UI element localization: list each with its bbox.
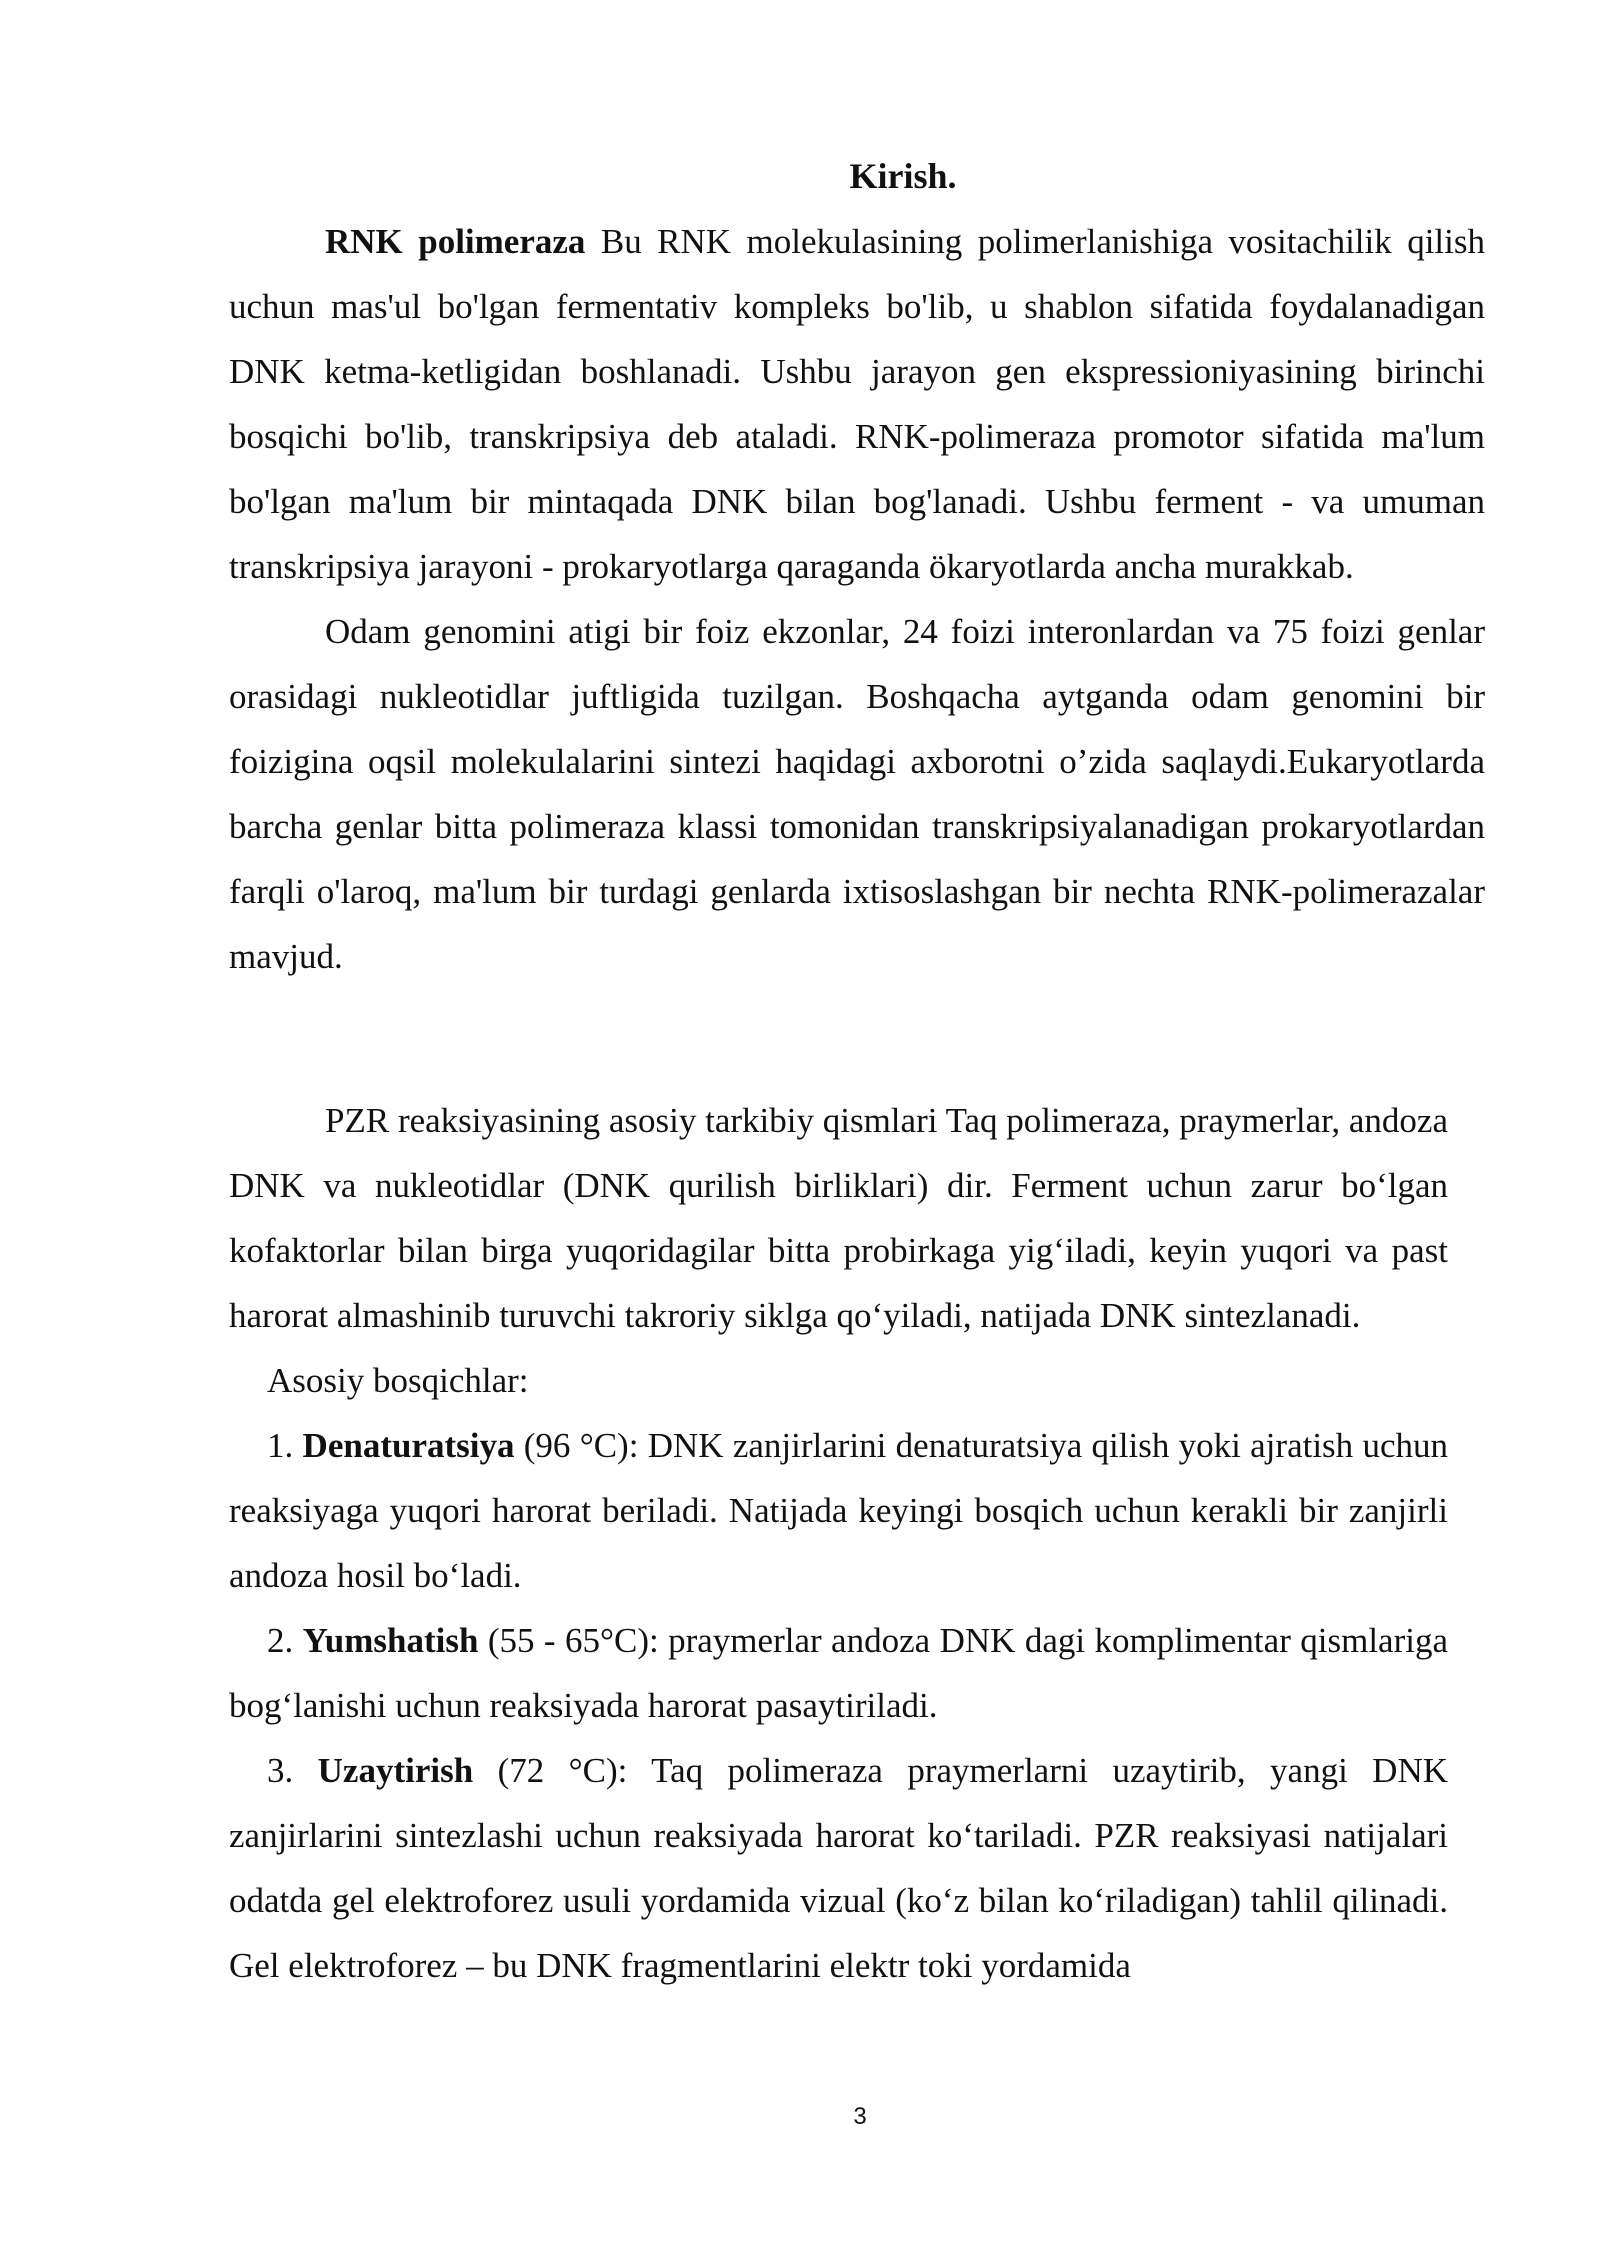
step-number: 1. [267,1426,303,1465]
paragraph-rnk-polimeraza [229,209,1485,599]
step-number: 3. [267,1751,318,1790]
step-text: (55 - 65°C): praymerlar andoza DNK dagi komplimentar qismlariga bog‘lanishi uchun reaksiyada harorat pasaytiriladi. [229,1621,1449,1725]
step-label: Denaturatsiya [302,1426,515,1465]
intro-section [229,209,1485,989]
step-text: (72 °C): Taq polimeraza praymerlarni uzaytirib, yangi DNK zanjirlarini sintezlashi uchun reaksiyada harorat ko‘tariladi. PZR reaksiyasi natijalari odatda gel elektroforez usuli yordamida vizual (ko‘z bilan ko‘riladigan) tahlil qilinadi. Gel elektroforez – bu DNK fragmentlarini elektr toki yordamida [229,1751,1449,1985]
steps-heading: Asosiy bosqichlar: [267,1361,529,1400]
page-number: 3 [853,2103,867,2130]
step-item [229,1738,1448,1998]
step-number: 2. [267,1621,303,1660]
step-label: Uzaytirish [317,1751,474,1790]
pzr-section [229,1088,1448,1998]
step-text: (96 °C): DNK zanjirlarini denaturatsiya qilish yoki ajratish uchun reaksiyaga yuqori harorat beriladi. Natijada keyingi bosqich uchun kerakli bir zanjirli andoza hosil bo‘ladi. [229,1426,1448,1595]
paragraph-pzr: PZR reaksiyasining asosiy tarkibiy qismlari Taq polimeraza, praymerlar, andoza DNK va nukleotidlar (DNK qurilish birliklari) dir. Ferment uchun zarur bo‘lgan kofaktorlar bilan birga yuqoridagilar bitta probirkaga yig‘iladi, keyin yuqori va past harorat almashinib turuvchi takroriy siklga qo‘yiladi, natijada DNK sintezlanadi. [229,1101,1448,1335]
step-item [229,1608,1448,1738]
term-rnk-polimeraza: RNK polimeraza [325,222,586,261]
step-item [229,1413,1448,1608]
page-title: Kirish. [849,156,957,196]
paragraph-genome: Odam genomini atigi bir foiz ekzonlar, 24 foizi interonlardan va 75 foizi genlar orasidagi nukleotidlar juftligida tuzilgan. Boshqacha aytganda odam genomini bir foizigina oqsil molekulalarini sintezi haqidagi axborotni o’zida saqlaydi.Eukaryotlarda barcha genlar bitta polimeraza klassi tomonidan transkripsiyalanadigan prokaryotlardan farqli o'laroq, ma'lum bir turdagi genlarda ixtisoslashgan bir nechta RNK-polimerazalar mavjud. [229,612,1485,976]
step-label: Yumshatish [302,1621,479,1660]
paragraph-text: Bu RNK molekulasining polimerlanishiga vositachilik qilish uchun mas'ul bo'lgan fermentativ kompleks bo'lib, u shablon sifatida foydalanadigan DNK ketma-ketligidan boshlanadi. Ushbu jarayon gen ekspressioniyasining birinchi bosqichi bo'lib, transkripsiya deb ataladi. RNK-polimeraza promotor sifatida ma'lum bo'lgan ma'lum bir mintaqada DNK bilan bog'lanadi. Ushbu ferment - va umuman transkripsiya jarayoni - prokaryotlarga qaraganda ökaryotlarda ancha murakkab. [229,222,1485,586]
